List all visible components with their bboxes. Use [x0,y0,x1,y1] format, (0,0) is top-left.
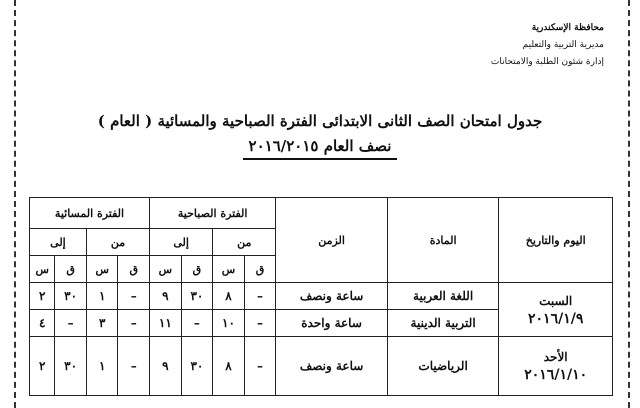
day-name: الأحد [543,350,568,364]
header-q: ق [118,256,150,283]
evening-to-hour: ٢ [30,283,55,310]
evening-to-hour: ٢ [30,337,55,396]
exam-schedule-table [29,197,613,396]
header-morning-from: من [213,229,276,256]
subject-cell: الرياضيات [387,337,499,396]
duration-cell: ساعة ونصف [276,283,388,310]
header-s: س [86,256,118,283]
exam-date: ٢٠١٦/١/٩ [528,310,584,327]
evening-to-hour: ٤ [30,310,55,337]
evening-from-minutes: – [118,283,150,310]
evening-from-minutes: – [118,310,150,337]
duration-cell: ساعة ونصف [276,337,388,396]
table-row [30,337,613,396]
header-q: ق [55,256,87,283]
morning-from-hour: ٨ [213,337,245,396]
duration-cell: ساعة واحدة [276,310,388,337]
day-date-cell [499,337,613,396]
morning-from-minutes: – [244,337,276,396]
evening-to-minutes: ٣٠ [55,283,87,310]
morning-to-minutes: ٣٠ [181,337,213,396]
morning-to-minutes: – [181,310,213,337]
evening-from-minutes: – [118,337,150,396]
evening-from-hour: ١ [86,337,118,396]
morning-to-minutes: ٣٠ [181,283,213,310]
evening-to-minutes: – [55,310,87,337]
header-day-date: اليوم والتاريخ [499,198,613,283]
morning-from-hour: ١٠ [213,310,245,337]
morning-from-hour: ٨ [213,283,245,310]
department-name: إدارة شئون الطلبة والامتحانات [490,57,604,67]
directorate-name: مديرية التربية والتعليم [522,40,604,50]
header-s: س [213,256,245,283]
header-q: ق [181,256,213,283]
header-time: الزمن [276,198,388,283]
header-morning-to: إلى [150,229,213,256]
evening-to-minutes: ٣٠ [55,337,87,396]
title-block [0,108,640,160]
morning-to-hour: ٩ [150,337,182,396]
header-subject: المادة [387,198,499,283]
term-subtitle: نصف العام ٢٠١٦/٢٠١٥ [243,134,398,160]
morning-to-hour: ١١ [150,310,182,337]
table-row [30,283,613,310]
exam-date: ٢٠١٦/١/١٠ [524,367,588,383]
header-evening: الفترة المسائية [30,198,150,229]
morning-from-minutes: – [244,310,276,337]
header-evening-to: إلى [30,229,87,256]
morning-from-minutes: – [244,283,276,310]
morning-to-hour: ٩ [150,283,182,310]
header-s: س [150,256,182,283]
day-date-cell [499,283,613,337]
subject-cell: اللغة العربية [387,283,499,310]
header-morning: الفترة الصباحية [150,198,276,229]
header-q: ق [244,256,276,283]
header-s: س [30,256,55,283]
letterhead [491,20,604,71]
header-evening-from: من [86,229,149,256]
schedule-title: جدول امتحان الصف الثانى الابتدائى الفترة الصباحية والمسائية ( العام ) [97,112,543,130]
governorate-name: محافظة الإسكندرية [531,23,604,33]
day-name: السبت [539,293,573,308]
evening-from-hour: ٣ [86,310,118,337]
evening-from-hour: ١ [86,283,118,310]
subject-cell: التربية الدينية [387,310,499,337]
